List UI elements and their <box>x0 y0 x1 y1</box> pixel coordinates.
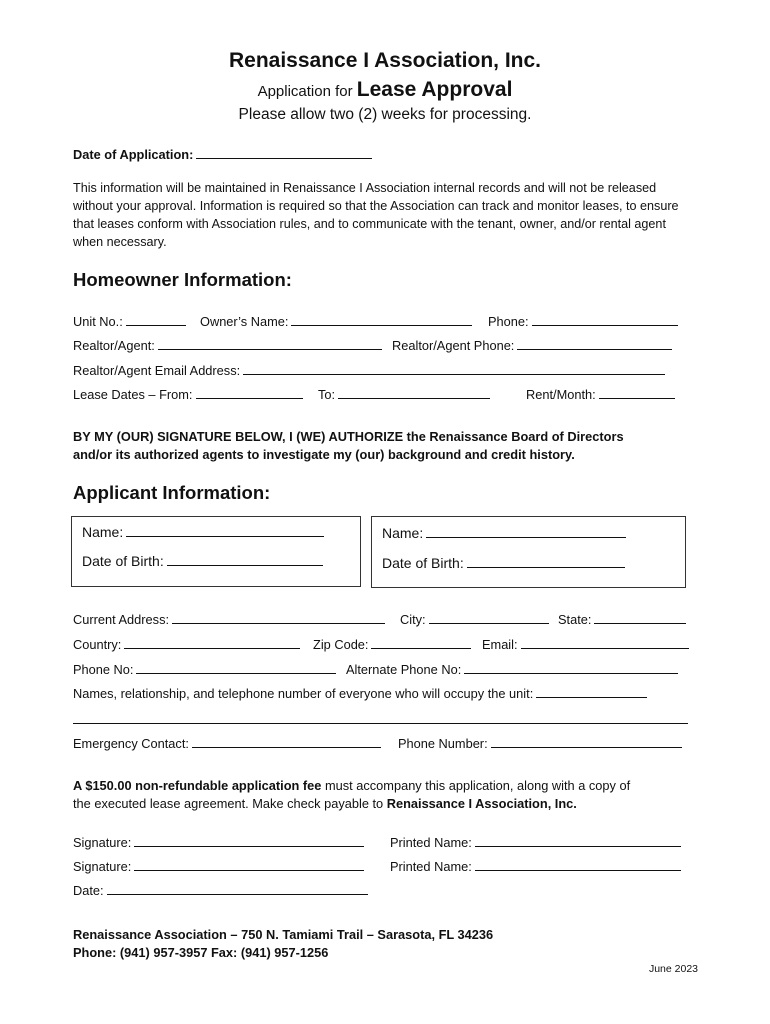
applicant2-dob-row <box>382 555 625 571</box>
intro-paragraph: This information will be maintained in Renaissance I Association internal records and will not be released without your approval. Information is required so that the Association can track and monitor leases, to ensure that leases conform with Association rules, and to communicate with the tenant, owner, and/or rental agent when necessary. <box>73 181 679 249</box>
country-label: Country: <box>73 637 122 652</box>
printed-name-row-1 <box>390 834 681 850</box>
revision-date: June 2023 <box>648 963 698 975</box>
owner-phone-field[interactable] <box>532 313 678 326</box>
applicant2-name-field[interactable] <box>426 525 626 538</box>
fee-amount: A $150.00 non-refundable application fee <box>73 778 322 793</box>
zip-label: Zip Code: <box>313 637 369 652</box>
lease-from-label: Lease Dates – From: <box>73 387 193 402</box>
email-field[interactable] <box>521 636 689 649</box>
footer-address: Renaissance Association – 750 N. Tamiami Trail – Sarasota, FL 34236 <box>73 927 494 942</box>
date-of-application-field[interactable] <box>196 146 372 159</box>
form-title: Renaissance I Association, Inc. <box>228 49 541 72</box>
emergency-field[interactable] <box>192 735 381 748</box>
date-of-application-label: Date of Application: <box>73 147 194 162</box>
lease-from-row <box>73 386 303 402</box>
current-address-label: Current Address: <box>73 612 170 627</box>
realtor-email-label: Realtor/Agent Email Address: <box>73 363 241 378</box>
realtor-phone-field[interactable] <box>517 337 672 350</box>
phone-field[interactable] <box>136 661 336 674</box>
applicant1-dob-row <box>82 553 323 569</box>
unit-row <box>73 313 186 329</box>
applicant-box-2 <box>371 516 686 588</box>
date-label: Date: <box>73 883 104 898</box>
occupants-row <box>73 685 647 701</box>
printed-name-field-1[interactable] <box>475 834 681 847</box>
emergency-phone-label: Phone Number: <box>398 736 488 751</box>
state-row <box>558 611 686 627</box>
country-row <box>73 636 300 652</box>
footer-phone: Phone: (941) 957-3957 Fax: (941) 957-1256 <box>73 945 329 960</box>
signature-field-1[interactable] <box>134 834 364 847</box>
email-row <box>482 636 689 652</box>
printed-name-row-2 <box>390 858 681 874</box>
lease-to-row <box>318 386 490 402</box>
city-label: City: <box>400 612 426 627</box>
city-field[interactable] <box>429 611 549 624</box>
applicant1-name-row <box>82 524 324 540</box>
country-field[interactable] <box>124 636 300 649</box>
realtor-row <box>73 337 382 353</box>
lease-to-label: To: <box>318 387 336 402</box>
lease-to-field[interactable] <box>338 386 490 399</box>
alt-phone-field[interactable] <box>464 661 678 674</box>
fee-check-text: the executed lease agreement. Make check payable to <box>73 796 387 811</box>
signature-row-1 <box>73 834 364 850</box>
applicant2-dob-label: Date of Birth: <box>382 555 464 571</box>
rent-label: Rent/Month: <box>526 387 596 402</box>
date-of-application-row <box>73 146 372 162</box>
alt-phone-label: Alternate Phone No: <box>346 662 462 677</box>
fee-line-1 <box>73 778 630 793</box>
emergency-row <box>73 735 381 751</box>
authorization-line-1: BY MY (OUR) SIGNATURE BELOW, I (WE) AUTHORIZE the Renaissance Board of Directors <box>73 429 624 444</box>
applicant2-name-label: Name: <box>382 525 424 541</box>
current-address-row <box>73 611 385 627</box>
phone-label: Phone No: <box>73 662 134 677</box>
state-field[interactable] <box>594 611 686 624</box>
owner-name-label: Owner’s Name: <box>200 314 289 329</box>
owner-name-field[interactable] <box>291 313 472 326</box>
current-address-field[interactable] <box>172 611 385 624</box>
email-label: Email: <box>482 637 518 652</box>
applicant-box-1 <box>71 516 361 587</box>
fee-payee: Renaissance I Association, Inc. <box>386 796 577 811</box>
realtor-label: Realtor/Agent: <box>73 338 155 353</box>
rent-field[interactable] <box>599 386 675 399</box>
realtor-email-field[interactable] <box>243 362 665 375</box>
fee-text: must accompany this application, along with a copy of <box>321 778 631 793</box>
applicant2-name-row <box>382 525 626 541</box>
rent-row <box>526 386 675 402</box>
date-row <box>73 882 368 898</box>
occupants-field-line-2[interactable] <box>73 710 688 724</box>
occupants-field[interactable] <box>536 685 647 698</box>
applicant1-dob-field[interactable] <box>167 553 323 566</box>
signature-label-2: Signature: <box>73 859 132 874</box>
subtitle-emphasis: Lease Approval <box>356 78 513 101</box>
zip-row <box>313 636 471 652</box>
form-subtitle <box>0 78 770 102</box>
applicant-heading: Applicant Information: <box>73 482 271 503</box>
realtor-field[interactable] <box>158 337 382 350</box>
processing-notice: Please allow two (2) weeks for processing. <box>238 106 532 123</box>
emergency-phone-field[interactable] <box>491 735 682 748</box>
realtor-phone-row <box>392 337 672 353</box>
unit-field[interactable] <box>126 313 186 326</box>
printed-name-label-2: Printed Name: <box>390 859 472 874</box>
emergency-label: Emergency Contact: <box>73 736 189 751</box>
alt-phone-row <box>346 661 678 677</box>
fee-line-2 <box>73 796 577 811</box>
owner-name-row <box>200 313 472 329</box>
occupants-label: Names, relationship, and telephone number of everyone who will occupy the unit: <box>73 686 534 701</box>
date-field[interactable] <box>107 882 368 895</box>
signature-field-2[interactable] <box>134 858 364 871</box>
applicant1-name-field[interactable] <box>126 524 324 537</box>
printed-name-field-2[interactable] <box>475 858 681 871</box>
signature-label-1: Signature: <box>73 835 132 850</box>
realtor-phone-label: Realtor/Agent Phone: <box>392 338 515 353</box>
applicant2-dob-field[interactable] <box>467 555 625 568</box>
printed-name-label-1: Printed Name: <box>390 835 472 850</box>
applicant1-dob-label: Date of Birth: <box>82 553 164 569</box>
signature-row-2 <box>73 858 364 874</box>
realtor-email-row <box>73 362 665 378</box>
city-row <box>400 611 549 627</box>
applicant1-name-label: Name: <box>82 524 124 540</box>
phone-row <box>73 661 336 677</box>
owner-phone-label: Phone: <box>488 314 529 329</box>
owner-phone-row <box>488 313 678 329</box>
authorization-line-2: and/or its authorized agents to investigate my (our) background and credit history. <box>73 447 575 462</box>
zip-field[interactable] <box>371 636 471 649</box>
lease-from-field[interactable] <box>196 386 303 399</box>
homeowner-heading: Homeowner Information: <box>73 269 292 290</box>
subtitle-prefix: Application for <box>257 83 353 100</box>
unit-label: Unit No.: <box>73 314 123 329</box>
state-label: State: <box>558 612 592 627</box>
emergency-phone-row <box>398 735 682 751</box>
